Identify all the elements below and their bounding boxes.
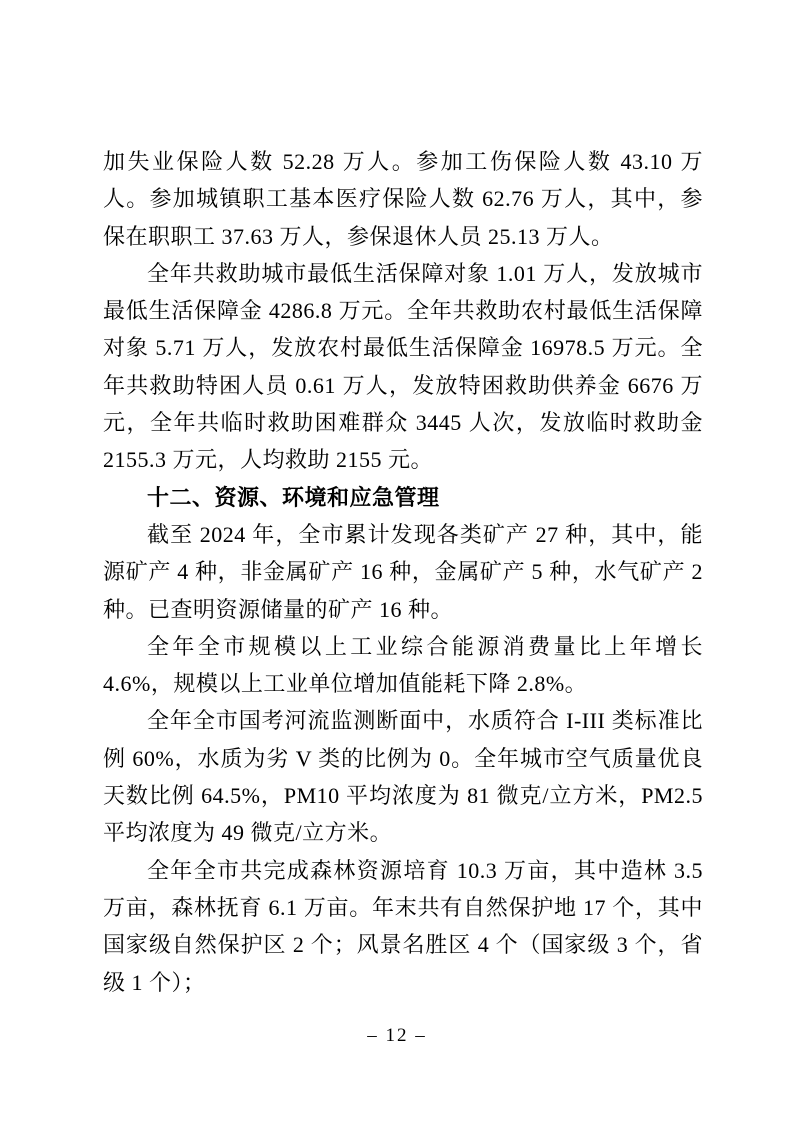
paragraph-forest-nature-reserves: 全年全市共完成森林资源培育 10.3 万亩，其中造林 3.5 万亩，森林抚育 6.1 万亩。年末共有自然保护地 17 个，其中国家级自然保护区 2 个；风景名胜区 4 个（国家级 3 个，省级 1 个）； <box>103 857 703 995</box>
paragraph-social-assistance: 全年共救助城市最低生活保障对象 1.01 万人，发放城市最低生活保障金 4286.8 万元。全年共救助农村最低生活保障对象 5.71 万人，发放农村最低生活保障金 16978.5 万元。全年共救助特困人员 0.61 万人，发放特困救助供养金 6676 万元，全年共临时救助困难群众 3445 人次，发放临时救助金 2155.3 万元，人均救助 2155 元。 <box>103 260 703 473</box>
paragraph-energy-consumption: 全年全市规模以上工业综合能源消费量比上年增长 4.6%，规模以上工业单位增加值能耗下降 2.8%。 <box>103 633 703 697</box>
paragraph-water-air-quality: 全年全市国考河流监测断面中，水质符合 I-III 类标准比例 60%，水质为劣 V 类的比例为 0。全年城市空气质量优良天数比例 64.5%，PM10 平均浓度为 81 微克/立方米，PM2.5 平均浓度为 49 微克/立方米。 <box>103 708 703 846</box>
paragraph-social-insurance: 加失业保险人数 52.28 万人。参加工伤保险人数 43.10 万人。参加城镇职工基本医疗保险人数 62.76 万人，其中，参保在职职工 37.63 万人，参保退休人员 25.13 万人。 <box>103 149 703 249</box>
document-body <box>103 143 703 1001</box>
section-heading-resources-environment: 十二、资源、环境和应急管理 <box>147 484 440 510</box>
page-number: – 12 – <box>367 1025 427 1046</box>
paragraph-mineral-resources: 截至 2024 年，全市累计发现各类矿产 27 种，其中，能源矿产 4 种，非金属矿产 16 种，金属矿产 5 种，水气矿产 2 种。已查明资源储量的矿产 16 种。 <box>103 521 703 622</box>
